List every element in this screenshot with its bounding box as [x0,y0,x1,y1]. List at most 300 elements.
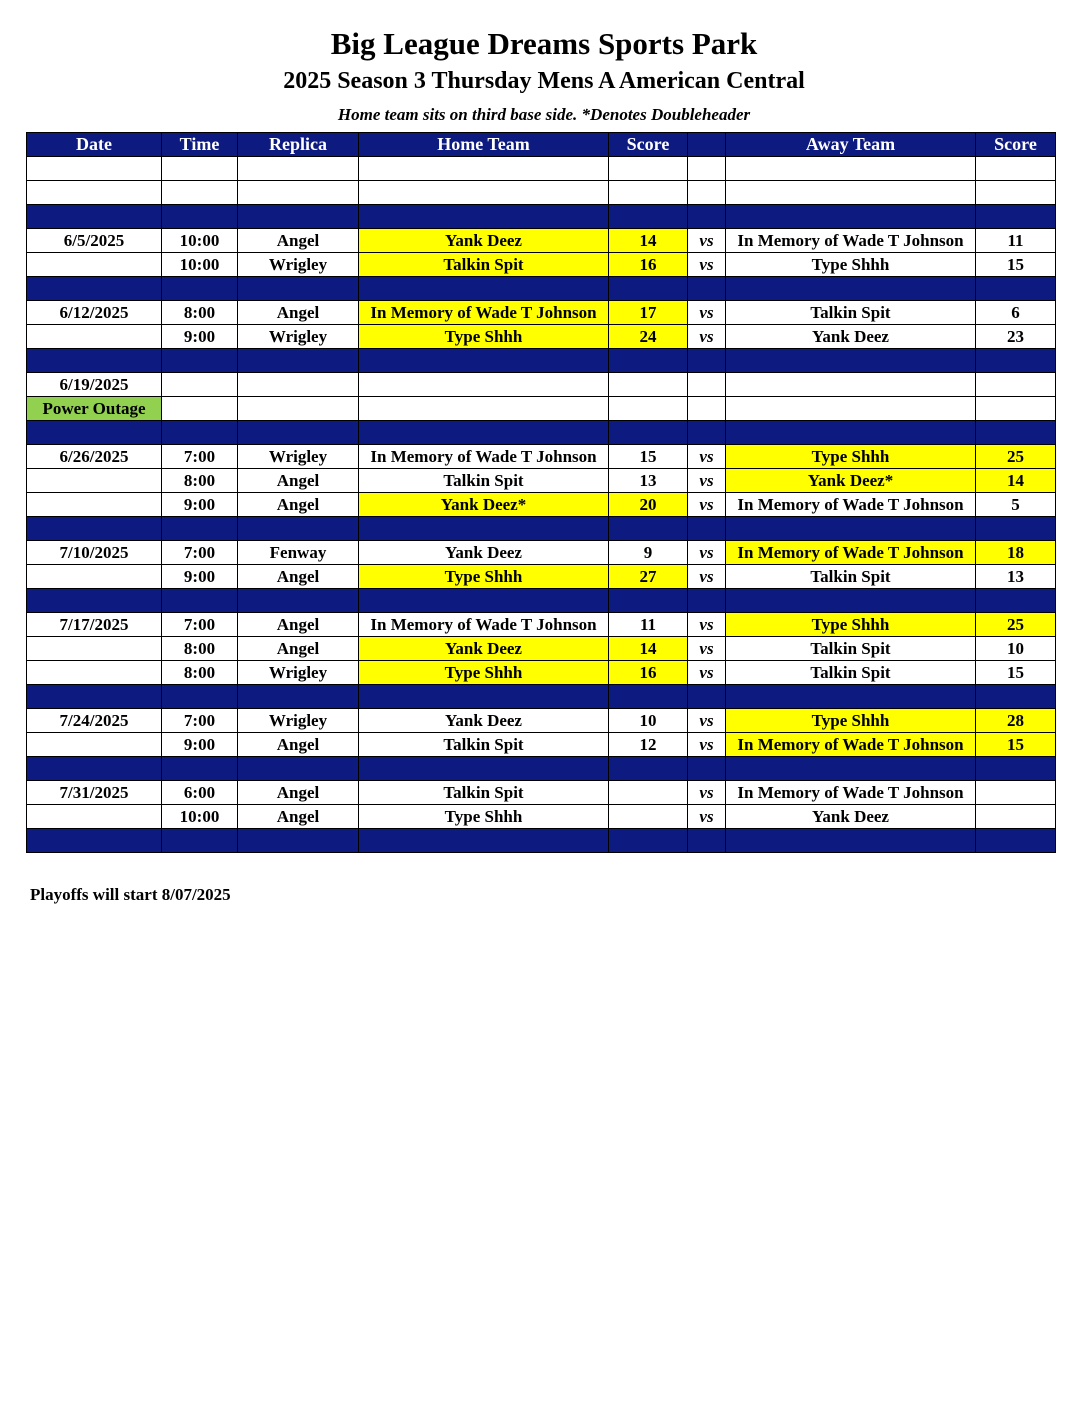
separator-cell [238,421,359,445]
date-cell [27,661,162,685]
replica-cell-text: Angel [276,495,320,514]
home-score-cell-text: 27 [639,567,657,586]
separator-cell [976,421,1056,445]
time-cell [162,301,238,325]
separator-cell [238,349,359,373]
empty-cell [238,181,359,205]
time-cell-text: 9:00 [183,567,216,586]
away-team-cell [726,445,976,469]
vs-cell-text: vs [699,615,714,634]
col-header-home-score: Score [609,133,688,157]
separator-cell [726,829,976,853]
game-row [27,301,1056,325]
replica-cell [238,301,359,325]
separator-cell [27,277,162,301]
home-team-cell-text: In Memory of Wade T Johnson [370,615,597,634]
col-header-replica: Replica [238,133,359,157]
replica-cell [238,805,359,829]
home-score-cell [609,805,688,829]
vs-cell [688,805,726,829]
vs-cell-text: vs [699,303,714,322]
vs-cell [688,541,726,565]
empty-cell [726,181,976,205]
time-cell-text: 7:00 [183,543,216,562]
away-score-cell [976,325,1056,349]
separator-row [27,589,1056,613]
away-team-cell-text: In Memory of Wade T Johnson [737,543,964,562]
date-cell [27,445,162,469]
home-score-cell [609,325,688,349]
replica-cell-text: Angel [276,567,320,586]
time-cell [162,397,238,421]
vs-cell [688,613,726,637]
date-cell [27,373,162,397]
home-team-cell [359,709,609,733]
time-cell-text: 9:00 [183,495,216,514]
date-cell-text: 7/10/2025 [59,543,129,562]
home-team-cell-text: Yank Deez [445,231,522,250]
time-cell [162,637,238,661]
col-header-time: Time [162,133,238,157]
separator-cell [609,349,688,373]
separator-cell [688,829,726,853]
vs-cell [688,301,726,325]
game-row [27,229,1056,253]
separator-cell [27,205,162,229]
time-cell-text: 9:00 [183,327,216,346]
game-row [27,469,1056,493]
home-score-cell-text: 12 [639,735,657,754]
separator-cell [726,349,976,373]
vs-cell [688,253,726,277]
home-team-cell-text: Talkin Spit [443,255,524,274]
replica-cell-text: Wrigley [268,255,328,274]
empty-cell [976,181,1056,205]
separator-cell [238,589,359,613]
away-score-cell-text: 15 [1007,663,1024,682]
away-team-cell [726,229,976,253]
replica-cell [238,637,359,661]
away-score-cell [976,445,1056,469]
away-team-cell-text: Talkin Spit [810,567,891,586]
home-team-cell-text: Yank Deez [445,543,522,562]
home-team-cell-text: Yank Deez [445,711,522,730]
date-cell [27,493,162,517]
separator-cell [688,517,726,541]
separator-cell [27,421,162,445]
time-cell [162,733,238,757]
separator-cell [976,757,1056,781]
away-team-cell [726,661,976,685]
replica-cell [238,733,359,757]
date-cell-text: Power Outage [42,399,146,418]
separator-cell [976,277,1056,301]
time-cell [162,253,238,277]
replica-cell-text: Angel [276,231,320,250]
replica-cell-text: Angel [276,303,320,322]
separator-cell [976,829,1056,853]
date-cell [27,301,162,325]
time-cell-text: 8:00 [183,471,216,490]
separator-row [27,517,1056,541]
replica-cell [238,709,359,733]
game-row [27,493,1056,517]
replica-cell-text: Angel [276,783,320,802]
away-team-cell [726,541,976,565]
replica-cell [238,253,359,277]
separator-cell [609,421,688,445]
replica-cell-text: Angel [276,639,320,658]
date-cell [27,565,162,589]
separator-cell [609,757,688,781]
vs-cell-text: vs [699,711,714,730]
separator-cell [976,517,1056,541]
separator-cell [359,277,609,301]
away-team-cell [726,733,976,757]
away-team-cell-text: Type Shhh [811,255,890,274]
home-score-cell-text: 17 [639,303,657,322]
away-score-cell [976,301,1056,325]
away-team-cell [726,613,976,637]
home-team-cell [359,445,609,469]
separator-row [27,349,1056,373]
vs-cell-text: vs [699,639,714,658]
separator-cell [27,829,162,853]
away-score-cell-text: 28 [1007,711,1024,730]
home-team-cell-text: Talkin Spit [443,735,524,754]
vs-cell [688,493,726,517]
separator-cell [359,421,609,445]
away-score-cell [976,613,1056,637]
time-cell-text: 9:00 [183,735,216,754]
separator-cell [359,349,609,373]
away-team-cell [726,781,976,805]
replica-cell [238,541,359,565]
replica-cell [238,229,359,253]
away-score-cell-text: 13 [1007,567,1024,586]
separator-cell [688,349,726,373]
game-row [27,445,1056,469]
time-cell [162,565,238,589]
away-team-cell-text: Yank Deez* [807,471,894,490]
time-cell [162,541,238,565]
home-score-cell-text: 13 [639,471,657,490]
empty-cell [27,181,162,205]
away-team-cell [726,325,976,349]
separator-cell [27,757,162,781]
home-score-cell [609,469,688,493]
home-score-cell [609,661,688,685]
vs-cell-text: vs [699,327,714,346]
time-cell [162,325,238,349]
away-score-cell [976,661,1056,685]
separator-cell [609,829,688,853]
separator-cell [359,205,609,229]
separator-cell [726,205,976,229]
replica-cell-text: Angel [276,471,320,490]
game-row [27,637,1056,661]
page-title: Big League Dreams Sports Park [330,26,758,61]
schedule-table [26,132,1056,853]
home-team-cell [359,565,609,589]
away-team-cell-text: In Memory of Wade T Johnson [737,735,964,754]
away-score-cell-text: 6 [1011,303,1020,322]
time-cell-text: 8:00 [183,663,216,682]
home-team-cell-text: Type Shhh [444,327,523,346]
home-score-cell-text: 20 [639,495,657,514]
separator-cell [726,685,976,709]
time-cell [162,709,238,733]
home-team-cell [359,229,609,253]
separator-cell [609,517,688,541]
home-team-cell-text: In Memory of Wade T Johnson [370,447,597,466]
away-team-cell-text: Yank Deez [812,327,889,346]
date-cell [27,733,162,757]
home-team-cell-text: Yank Deez [445,639,522,658]
home-team-cell-text: Type Shhh [444,567,523,586]
separator-cell [359,829,609,853]
replica-cell-text: Wrigley [268,711,328,730]
game-row [27,565,1056,589]
vs-cell [688,637,726,661]
time-cell-text: 10:00 [179,807,220,826]
away-team-cell-text: Talkin Spit [810,663,891,682]
separator-cell [162,349,238,373]
away-team-cell [726,565,976,589]
separator-row [27,421,1056,445]
away-score-cell [976,229,1056,253]
vs-cell-text: vs [699,663,714,682]
separator-cell [609,277,688,301]
home-score-cell-text: 11 [639,615,657,634]
game-row [27,373,1056,397]
date-cell-text: 7/31/2025 [59,783,129,802]
home-score-cell [609,445,688,469]
col-header-home-team: Home Team [359,133,609,157]
away-team-cell-text: In Memory of Wade T Johnson [737,783,964,802]
date-cell [27,325,162,349]
time-cell [162,613,238,637]
empty-cell [162,157,238,181]
away-score-cell [976,709,1056,733]
col-header-date: Date [27,133,162,157]
separator-cell [359,757,609,781]
vs-cell [688,709,726,733]
home-team-cell-text: Talkin Spit [443,783,524,802]
time-cell-text: 8:00 [183,303,216,322]
home-score-cell [609,709,688,733]
vs-cell-text: vs [699,735,714,754]
away-score-cell [976,541,1056,565]
time-cell-text: 8:00 [183,639,216,658]
home-team-cell [359,397,609,421]
home-team-cell [359,301,609,325]
away-score-cell-text: 14 [1007,471,1024,490]
away-score-cell-text: 5 [1011,495,1020,514]
home-team-cell [359,733,609,757]
home-score-cell-text: 14 [639,231,657,250]
empty-cell [359,181,609,205]
home-score-cell [609,613,688,637]
away-team-cell [726,373,976,397]
date-cell [27,229,162,253]
home-team-cell [359,613,609,637]
date-cell [27,541,162,565]
replica-cell-text: Angel [276,615,320,634]
away-score-cell-text: 15 [1007,735,1024,754]
vs-cell-text: vs [699,495,714,514]
home-team-cell-text: Yank Deez* [440,495,527,514]
header-row [27,133,1056,157]
vs-cell-text: vs [699,447,714,466]
date-cell [27,469,162,493]
replica-cell [238,325,359,349]
col-header-away-team: Away Team [726,133,976,157]
separator-cell [609,589,688,613]
empty-cell [238,157,359,181]
separator-row [27,205,1056,229]
time-cell-text: 7:00 [183,711,216,730]
away-team-cell-text: Talkin Spit [810,303,891,322]
away-score-cell [976,253,1056,277]
schedule-note: Home team sits on third base side. *Denotes Doubleheader [337,105,751,124]
away-score-cell-text: 15 [1007,255,1024,274]
separator-cell [162,685,238,709]
game-row [27,397,1056,421]
home-team-cell-text: Type Shhh [444,807,523,826]
game-row [27,613,1056,637]
home-team-cell [359,781,609,805]
home-team-cell-text: In Memory of Wade T Johnson [370,303,597,322]
empty-cell [976,157,1056,181]
date-cell [27,397,162,421]
time-cell-text: 10:00 [179,255,220,274]
home-score-cell [609,373,688,397]
game-row [27,325,1056,349]
home-score-cell-text: 9 [643,543,653,562]
date-cell [27,253,162,277]
home-team-cell [359,805,609,829]
replica-cell-text: Wrigley [268,447,328,466]
vs-cell-text: vs [699,255,714,274]
separator-cell [162,517,238,541]
separator-cell [688,685,726,709]
time-cell [162,445,238,469]
home-team-cell-text: Talkin Spit [443,471,524,490]
empty-cell [609,181,688,205]
home-team-cell [359,373,609,397]
home-score-cell [609,565,688,589]
separator-cell [726,421,976,445]
empty-cell [688,157,726,181]
separator-cell [162,757,238,781]
separator-cell [27,517,162,541]
time-cell-text: 10:00 [179,231,220,250]
date-cell [27,709,162,733]
game-row [27,541,1056,565]
away-team-cell [726,493,976,517]
separator-cell [27,589,162,613]
replica-cell [238,493,359,517]
playoffs-note: Playoffs will start 8/07/2025 [30,885,231,904]
vs-cell [688,445,726,469]
replica-cell [238,469,359,493]
separator-cell [976,685,1056,709]
game-row [27,733,1056,757]
game-row [27,781,1056,805]
away-score-cell-text: 10 [1007,639,1024,658]
away-team-cell [726,301,976,325]
away-score-cell [976,637,1056,661]
empty-row [27,157,1056,181]
away-score-cell-text: 25 [1007,447,1024,466]
time-cell [162,805,238,829]
away-score-cell [976,397,1056,421]
away-team-cell-text: In Memory of Wade T Johnson [737,495,964,514]
game-row [27,709,1056,733]
home-score-cell [609,397,688,421]
separator-cell [27,349,162,373]
separator-cell [359,685,609,709]
separator-cell [162,589,238,613]
empty-row [27,181,1056,205]
date-cell-text: 6/19/2025 [59,375,129,394]
separator-cell [688,205,726,229]
replica-cell [238,445,359,469]
away-team-cell [726,397,976,421]
home-team-cell [359,637,609,661]
vs-cell-text: vs [699,807,714,826]
empty-cell [359,157,609,181]
separator-cell [688,421,726,445]
home-score-cell [609,781,688,805]
away-score-cell [976,805,1056,829]
home-score-cell-text: 14 [639,639,657,658]
away-team-cell [726,709,976,733]
home-score-cell [609,637,688,661]
away-team-cell [726,805,976,829]
time-cell [162,373,238,397]
empty-cell [726,157,976,181]
col-header-vs [688,133,726,157]
game-row [27,661,1056,685]
separator-cell [162,421,238,445]
separator-row [27,829,1056,853]
separator-cell [976,589,1056,613]
separator-cell [609,685,688,709]
vs-cell-text: vs [699,471,714,490]
separator-cell [238,829,359,853]
separator-cell [688,757,726,781]
away-score-cell [976,493,1056,517]
vs-cell-text: vs [699,783,714,802]
away-score-cell [976,373,1056,397]
away-team-cell-text: Type Shhh [811,447,890,466]
separator-cell [162,277,238,301]
away-team-cell-text: Talkin Spit [810,639,891,658]
separator-cell [726,757,976,781]
away-score-cell-text: 11 [1007,231,1024,250]
replica-cell-text: Angel [276,807,320,826]
vs-cell-text: vs [699,231,714,250]
separator-cell [688,589,726,613]
away-score-cell [976,781,1056,805]
separator-cell [162,829,238,853]
date-cell-text: 6/12/2025 [59,303,129,322]
separator-cell [238,277,359,301]
separator-cell [238,685,359,709]
home-team-cell [359,661,609,685]
